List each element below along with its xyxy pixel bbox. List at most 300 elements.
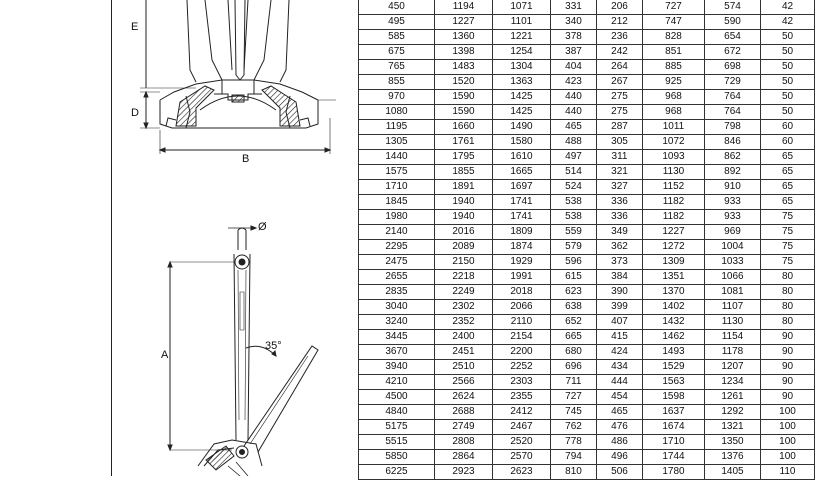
table-cell: 75 [761, 240, 815, 255]
label-angle: 35° [265, 340, 282, 352]
table-cell: 2623 [493, 465, 551, 480]
table-cell: 2352 [435, 315, 493, 330]
table-cell: 2566 [435, 375, 493, 390]
table-cell: 110 [761, 465, 815, 480]
table-cell: 2150 [435, 255, 493, 270]
table-row [359, 0, 815, 15]
table-cell: 287 [597, 120, 643, 135]
table-row [359, 405, 815, 420]
table-cell: 5850 [359, 450, 435, 465]
table-cell: 327 [597, 180, 643, 195]
table-cell: 596 [551, 255, 597, 270]
table-row [359, 390, 815, 405]
table-cell: 1874 [493, 240, 551, 255]
table-cell: 440 [551, 90, 597, 105]
table-row [359, 450, 815, 465]
table-cell: 778 [551, 435, 597, 450]
table-cell: 2110 [493, 315, 551, 330]
table-cell: 4840 [359, 405, 435, 420]
table-cell: 415 [597, 330, 643, 345]
table-cell: 378 [551, 30, 597, 45]
table-cell: 90 [761, 330, 815, 345]
table-cell: 1780 [643, 465, 705, 480]
table-row [359, 45, 815, 60]
table-cell: 1194 [435, 0, 493, 15]
label-phi: Ø [258, 221, 267, 233]
table-cell: 1845 [359, 195, 435, 210]
table-row [359, 195, 815, 210]
table-row [359, 135, 815, 150]
table-row [359, 30, 815, 45]
table-cell: 50 [761, 60, 815, 75]
table-cell: 100 [761, 420, 815, 435]
table-cell: 444 [597, 375, 643, 390]
table-cell: 242 [597, 45, 643, 60]
table-cell: 1182 [643, 195, 705, 210]
table-cell: 80 [761, 315, 815, 330]
table-cell: 1490 [493, 120, 551, 135]
table-cell: 2835 [359, 285, 435, 300]
table-row [359, 90, 815, 105]
table-cell: 579 [551, 240, 597, 255]
table-cell: 1674 [643, 420, 705, 435]
table-cell: 2066 [493, 300, 551, 315]
table-cell: 495 [359, 15, 435, 30]
table-cell: 1221 [493, 30, 551, 45]
table-cell: 1529 [643, 360, 705, 375]
table-cell: 50 [761, 90, 815, 105]
table-cell: 305 [597, 135, 643, 150]
table-cell: 1081 [705, 285, 761, 300]
table-cell: 311 [597, 150, 643, 165]
table-cell: 2451 [435, 345, 493, 360]
table-cell: 321 [597, 165, 643, 180]
table-cell: 1665 [493, 165, 551, 180]
table-cell: 764 [705, 105, 761, 120]
table-cell: 696 [551, 360, 597, 375]
table-cell: 6225 [359, 465, 435, 480]
table-cell: 399 [597, 300, 643, 315]
table-cell: 862 [705, 150, 761, 165]
table-cell: 3940 [359, 360, 435, 375]
table-cell: 2200 [493, 345, 551, 360]
table-cell: 1563 [643, 375, 705, 390]
table-cell: 42 [761, 15, 815, 30]
table-cell: 404 [551, 60, 597, 75]
table-cell: 810 [551, 465, 597, 480]
table-cell: 1483 [435, 60, 493, 75]
table-cell: 1350 [705, 435, 761, 450]
table-cell: 434 [597, 360, 643, 375]
table-cell: 1741 [493, 195, 551, 210]
table-cell: 65 [761, 150, 815, 165]
table-cell: 90 [761, 360, 815, 375]
table-cell: 1195 [359, 120, 435, 135]
table-cell: 506 [597, 465, 643, 480]
table-cell: 2295 [359, 240, 435, 255]
table-cell: 1360 [435, 30, 493, 45]
table-cell: 1462 [643, 330, 705, 345]
table-cell: 1066 [705, 270, 761, 285]
table-cell: 465 [597, 405, 643, 420]
table-cell: 100 [761, 435, 815, 450]
table-row [359, 165, 815, 180]
table-cell: 3670 [359, 345, 435, 360]
table-cell: 2140 [359, 225, 435, 240]
table-cell: 590 [705, 15, 761, 30]
table-cell: 5515 [359, 435, 435, 450]
table-cell: 885 [643, 60, 705, 75]
table-cell: 340 [551, 15, 597, 30]
table-cell: 2154 [493, 330, 551, 345]
table-cell: 1891 [435, 180, 493, 195]
table-cell: 2302 [435, 300, 493, 315]
table-cell: 654 [705, 30, 761, 45]
table-cell: 2923 [435, 465, 493, 480]
table-cell: 1590 [435, 105, 493, 120]
table-cell: 50 [761, 30, 815, 45]
table-cell: 450 [359, 0, 435, 15]
anchor-front-view [140, 0, 336, 154]
table-cell: 4210 [359, 375, 435, 390]
table-cell: 60 [761, 120, 815, 135]
table-cell: 264 [597, 60, 643, 75]
table-cell: 623 [551, 285, 597, 300]
table-row [359, 75, 815, 90]
table-cell: 267 [597, 75, 643, 90]
table-cell: 1402 [643, 300, 705, 315]
anchor-technical-drawing [112, 0, 358, 476]
table-cell: 349 [597, 225, 643, 240]
table-cell: 2570 [493, 450, 551, 465]
table-cell: 2412 [493, 405, 551, 420]
table-cell: 538 [551, 195, 597, 210]
table-cell: 727 [643, 0, 705, 15]
table-cell: 212 [597, 15, 643, 30]
table-cell: 672 [705, 45, 761, 60]
table-cell: 2520 [493, 435, 551, 450]
table-cell: 1254 [493, 45, 551, 60]
table-cell: 615 [551, 270, 597, 285]
table-row [359, 420, 815, 435]
table-cell: 486 [597, 435, 643, 450]
table-cell: 423 [551, 75, 597, 90]
table-cell: 680 [551, 345, 597, 360]
table-cell: 675 [359, 45, 435, 60]
table-cell: 1093 [643, 150, 705, 165]
table-cell: 496 [597, 450, 643, 465]
table-cell: 1011 [643, 120, 705, 135]
table-cell: 1405 [705, 465, 761, 480]
table-cell: 440 [551, 105, 597, 120]
table-cell: 933 [705, 210, 761, 225]
label-b: B [242, 153, 250, 165]
table-cell: 454 [597, 390, 643, 405]
table-cell: 2016 [435, 225, 493, 240]
table-cell: 1710 [359, 180, 435, 195]
table-cell: 1376 [705, 450, 761, 465]
table-cell: 851 [643, 45, 705, 60]
table-cell: 855 [359, 75, 435, 90]
table-cell: 65 [761, 180, 815, 195]
table-cell: 1130 [705, 315, 761, 330]
table-cell: 1980 [359, 210, 435, 225]
table-cell: 2400 [435, 330, 493, 345]
table-cell: 538 [551, 210, 597, 225]
anchor-side-view [168, 226, 318, 476]
table-cell: 1309 [643, 255, 705, 270]
table-cell: 1152 [643, 180, 705, 195]
table-row [359, 315, 815, 330]
table-cell: 2303 [493, 375, 551, 390]
table-row [359, 285, 815, 300]
table-cell: 1855 [435, 165, 493, 180]
table-cell: 698 [705, 60, 761, 75]
table-cell: 1697 [493, 180, 551, 195]
table-cell: 1227 [435, 15, 493, 30]
table-cell: 762 [551, 420, 597, 435]
table-cell: 1610 [493, 150, 551, 165]
table-cell: 828 [643, 30, 705, 45]
table-cell: 1154 [705, 330, 761, 345]
table-cell: 236 [597, 30, 643, 45]
table-cell: 1292 [705, 405, 761, 420]
table-cell: 1520 [435, 75, 493, 90]
table-cell: 50 [761, 45, 815, 60]
table-cell: 665 [551, 330, 597, 345]
table-cell: 1809 [493, 225, 551, 240]
table-cell: 1744 [643, 450, 705, 465]
table-cell: 524 [551, 180, 597, 195]
table-cell: 3040 [359, 300, 435, 315]
table-cell: 80 [761, 270, 815, 285]
table-row [359, 255, 815, 270]
table-cell: 798 [705, 120, 761, 135]
table-cell: 1363 [493, 75, 551, 90]
table-cell: 331 [551, 0, 597, 15]
table-cell: 933 [705, 195, 761, 210]
table-cell: 559 [551, 225, 597, 240]
table-cell: 50 [761, 75, 815, 90]
label-a: A [161, 349, 169, 361]
table-cell: 968 [643, 90, 705, 105]
table-cell: 1080 [359, 105, 435, 120]
table-cell: 1929 [493, 255, 551, 270]
table-cell: 2252 [493, 360, 551, 375]
table-cell: 1004 [705, 240, 761, 255]
table-cell: 275 [597, 90, 643, 105]
spec-table-body [359, 0, 815, 480]
table-cell: 2808 [435, 435, 493, 450]
table-cell: 970 [359, 90, 435, 105]
table-cell: 1425 [493, 90, 551, 105]
table-cell: 387 [551, 45, 597, 60]
table-cell: 390 [597, 285, 643, 300]
table-cell: 1425 [493, 105, 551, 120]
table-cell: 1272 [643, 240, 705, 255]
table-cell: 1598 [643, 390, 705, 405]
table-cell: 384 [597, 270, 643, 285]
table-cell: 1107 [705, 300, 761, 315]
table-cell: 1071 [493, 0, 551, 15]
table-cell: 1398 [435, 45, 493, 60]
table-row [359, 270, 815, 285]
table-row [359, 240, 815, 255]
table-row [359, 60, 815, 75]
table-cell: 1305 [359, 135, 435, 150]
table-cell: 75 [761, 210, 815, 225]
table-cell: 497 [551, 150, 597, 165]
table-row [359, 465, 815, 480]
table-cell: 1227 [643, 225, 705, 240]
table-cell: 2018 [493, 285, 551, 300]
table-cell: 476 [597, 420, 643, 435]
table-cell: 1370 [643, 285, 705, 300]
table-cell: 1178 [705, 345, 761, 360]
label-d: D [131, 107, 139, 119]
table-row [359, 360, 815, 375]
table-cell: 1033 [705, 255, 761, 270]
table-cell: 1580 [493, 135, 551, 150]
table-cell: 1440 [359, 150, 435, 165]
table-row [359, 105, 815, 120]
table-cell: 1660 [435, 120, 493, 135]
table-cell: 2089 [435, 240, 493, 255]
table-cell: 1234 [705, 375, 761, 390]
table-cell: 2624 [435, 390, 493, 405]
table-cell: 2218 [435, 270, 493, 285]
table-row [359, 150, 815, 165]
table-cell: 585 [359, 30, 435, 45]
table-cell: 1493 [643, 345, 705, 360]
table-row [359, 345, 815, 360]
table-cell: 362 [597, 240, 643, 255]
table-cell: 100 [761, 405, 815, 420]
table-row [359, 180, 815, 195]
table-cell: 1321 [705, 420, 761, 435]
table-cell: 2510 [435, 360, 493, 375]
table-cell: 60 [761, 135, 815, 150]
table-cell: 1637 [643, 405, 705, 420]
table-cell: 3240 [359, 315, 435, 330]
table-cell: 711 [551, 375, 597, 390]
table-cell: 1207 [705, 360, 761, 375]
table-cell: 65 [761, 165, 815, 180]
table-cell: 729 [705, 75, 761, 90]
table-cell: 4500 [359, 390, 435, 405]
table-row [359, 330, 815, 345]
table-cell: 1304 [493, 60, 551, 75]
table-cell: 1940 [435, 210, 493, 225]
table-cell: 90 [761, 390, 815, 405]
table-row [359, 210, 815, 225]
table-row [359, 15, 815, 30]
table-cell: 1761 [435, 135, 493, 150]
table-row [359, 225, 815, 240]
table-cell: 1741 [493, 210, 551, 225]
table-cell: 336 [597, 195, 643, 210]
table-cell: 90 [761, 375, 815, 390]
table-cell: 910 [705, 180, 761, 195]
table-cell: 765 [359, 60, 435, 75]
table-cell: 206 [597, 0, 643, 15]
table-cell: 90 [761, 345, 815, 360]
table-cell: 3445 [359, 330, 435, 345]
table-cell: 514 [551, 165, 597, 180]
table-row [359, 375, 815, 390]
table-cell: 727 [551, 390, 597, 405]
table-cell: 1130 [643, 165, 705, 180]
table-cell: 2467 [493, 420, 551, 435]
table-cell: 925 [643, 75, 705, 90]
table-cell: 373 [597, 255, 643, 270]
table-cell: 969 [705, 225, 761, 240]
table-cell: 424 [597, 345, 643, 360]
table-cell: 407 [597, 315, 643, 330]
label-e: E [131, 21, 139, 33]
table-cell: 50 [761, 105, 815, 120]
table-cell: 80 [761, 285, 815, 300]
table-cell: 1940 [435, 195, 493, 210]
table-cell: 80 [761, 300, 815, 315]
table-cell: 652 [551, 315, 597, 330]
table-cell: 1432 [643, 315, 705, 330]
table-cell: 846 [705, 135, 761, 150]
table-cell: 42 [761, 0, 815, 15]
anchor-drawing [112, 0, 358, 476]
table-cell: 2655 [359, 270, 435, 285]
table-cell: 1575 [359, 165, 435, 180]
table-cell: 638 [551, 300, 597, 315]
table-cell: 100 [761, 450, 815, 465]
table-cell: 794 [551, 450, 597, 465]
table-cell: 2749 [435, 420, 493, 435]
table-cell: 2355 [493, 390, 551, 405]
table-cell: 275 [597, 105, 643, 120]
table-cell: 1072 [643, 135, 705, 150]
table-cell: 1590 [435, 90, 493, 105]
table-cell: 336 [597, 210, 643, 225]
table-cell: 5175 [359, 420, 435, 435]
table-cell: 574 [705, 0, 761, 15]
table-cell: 1101 [493, 15, 551, 30]
table-cell: 2688 [435, 405, 493, 420]
table-cell: 747 [643, 15, 705, 30]
table-cell: 1710 [643, 435, 705, 450]
table-row [359, 120, 815, 135]
table-cell: 75 [761, 225, 815, 240]
table-cell: 1261 [705, 390, 761, 405]
table-cell: 968 [643, 105, 705, 120]
table-row [359, 300, 815, 315]
table-cell: 465 [551, 120, 597, 135]
table-cell: 65 [761, 195, 815, 210]
anchor-spec-table [358, 0, 815, 480]
table-cell: 1351 [643, 270, 705, 285]
table-cell: 2249 [435, 285, 493, 300]
table-cell: 1795 [435, 150, 493, 165]
table-cell: 764 [705, 90, 761, 105]
table-cell: 75 [761, 255, 815, 270]
table-cell: 488 [551, 135, 597, 150]
table-cell: 1991 [493, 270, 551, 285]
table-cell: 2475 [359, 255, 435, 270]
table-cell: 892 [705, 165, 761, 180]
table-cell: 2864 [435, 450, 493, 465]
table-row [359, 435, 815, 450]
table-cell: 1182 [643, 210, 705, 225]
table-cell: 745 [551, 405, 597, 420]
